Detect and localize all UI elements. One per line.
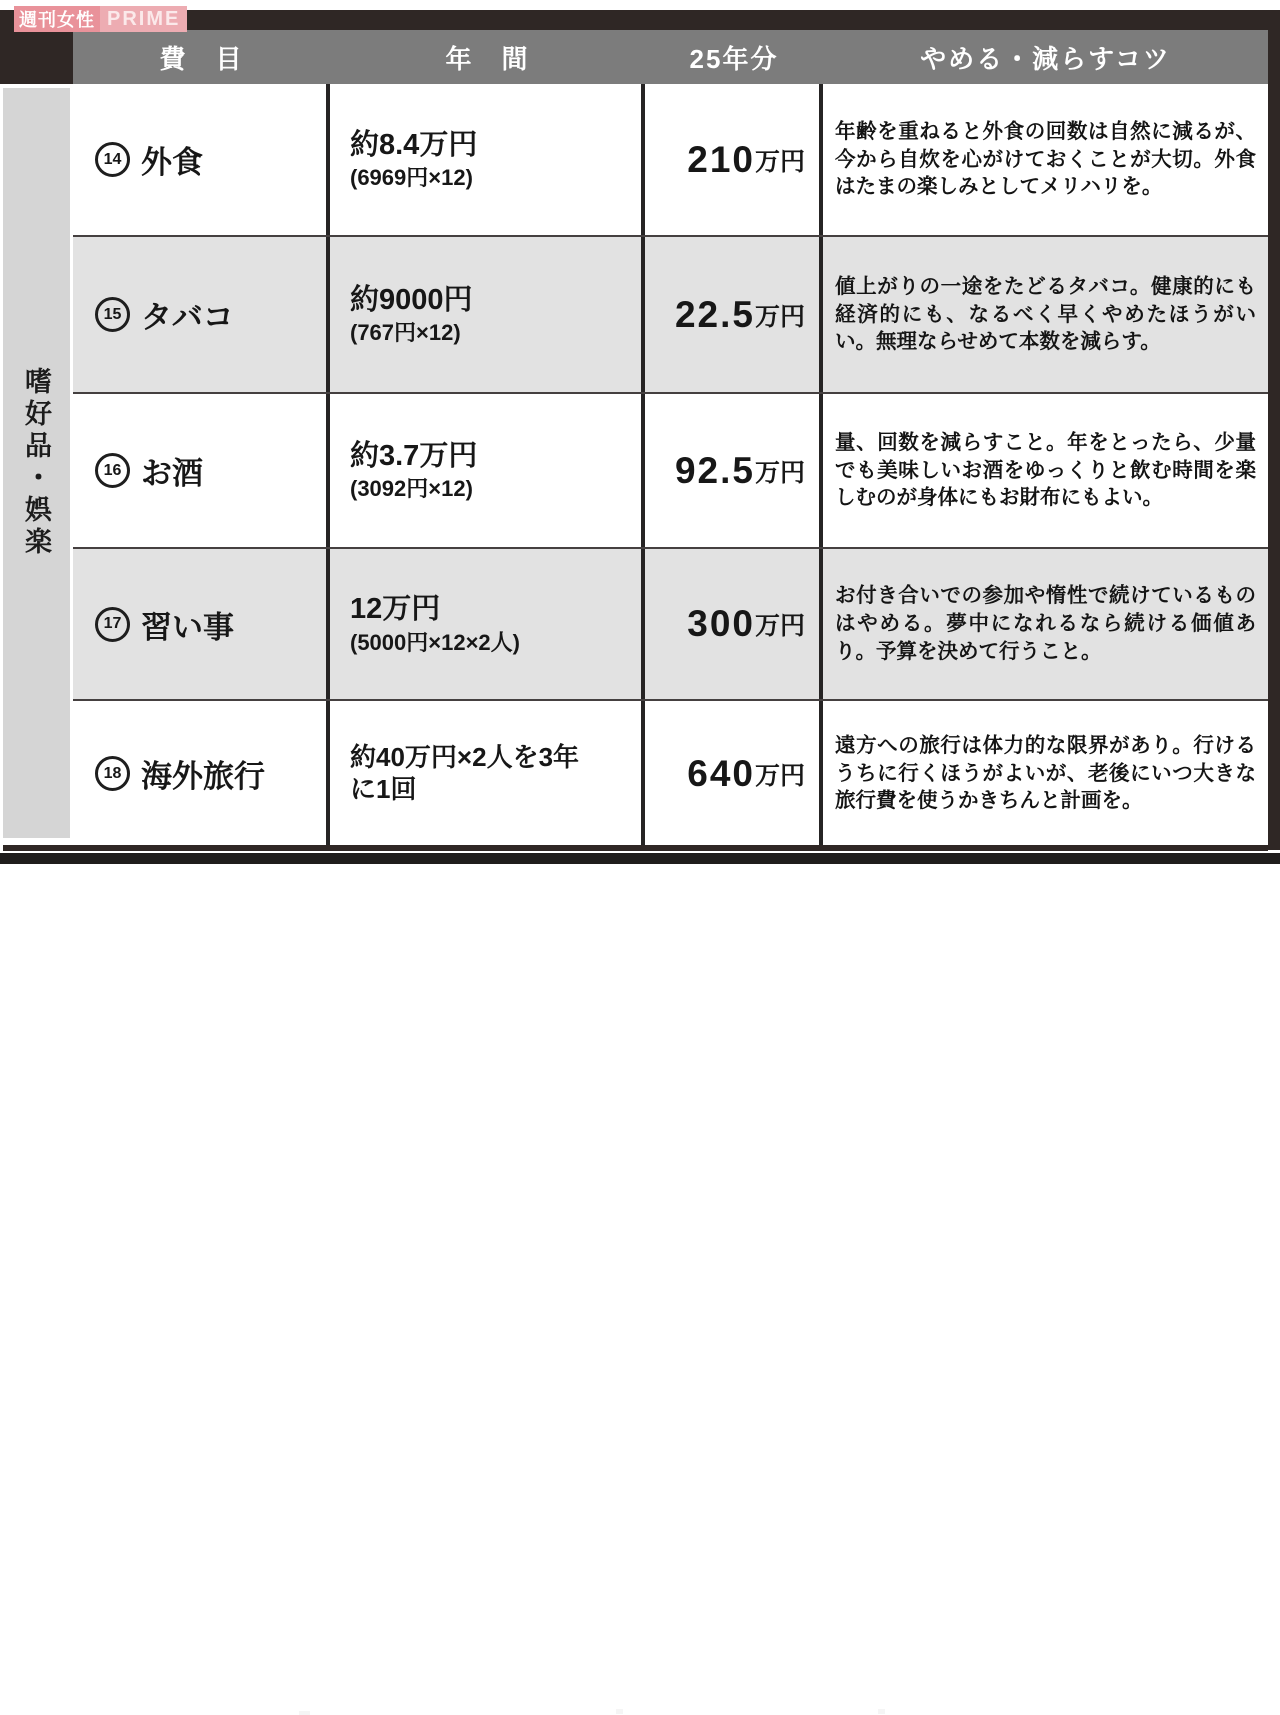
row-number-badge: 16 — [95, 453, 130, 488]
total-25y-cell — [645, 549, 823, 699]
item-label: 習い事 — [141, 609, 234, 645]
total-value: 210 — [687, 138, 755, 180]
tips-text: 値上がりの一途をたどるタバコ。健康的にも経済的にも、なるべく早くやめたほうがいい。無理ならせめて本数を減らす。 — [835, 274, 1256, 354]
top-frame-band — [0, 10, 1280, 30]
tips-cell — [823, 701, 1268, 846]
cutoff-mark — [299, 1711, 310, 1715]
total-value: 22.5 — [674, 293, 755, 335]
tips-text: 年齢を重ねると外食の回数は自然に減るが、今から自炊を心がけておくことが大切。外食はたまの楽しみとしてメリハリを。 — [835, 119, 1256, 199]
annual-breakdown: (6969円×12) — [350, 165, 473, 191]
row-number-badge: 15 — [95, 297, 130, 332]
annual-amount: 約3.7万円 — [350, 439, 478, 472]
tips-cell — [823, 394, 1268, 547]
category-label: 嗜好品・娯楽 — [21, 367, 51, 559]
item-cell — [73, 701, 330, 846]
annual-amount: 約40万円×2人を3年 — [350, 741, 580, 772]
total-25y-cell — [645, 84, 823, 235]
header-item-column: 費 目 — [159, 43, 244, 74]
category-sidebar — [3, 88, 70, 838]
total-value: 92.5 — [674, 449, 755, 491]
annual-cell — [330, 237, 645, 392]
annual-cell — [330, 84, 645, 235]
shukan-josei-prime-logo — [14, 6, 187, 32]
tips-cell — [823, 549, 1268, 699]
item-cell — [73, 549, 330, 699]
table-header-row — [73, 30, 1268, 84]
annual-breakdown: (3092円×12) — [350, 476, 473, 502]
item-cell — [73, 84, 330, 235]
total-value: 300 — [687, 603, 755, 644]
tips-cell — [823, 84, 1268, 235]
total-unit: 万円 — [754, 612, 805, 640]
total-25y-cell — [645, 237, 823, 392]
annual-amount: 約9000円 — [350, 283, 473, 316]
annual-amount: 約8.4万円 — [350, 128, 478, 161]
total-unit: 万円 — [754, 458, 805, 487]
total-unit: 万円 — [754, 147, 805, 176]
row-number-badge: 14 — [95, 142, 130, 177]
item-label: 外食 — [141, 145, 203, 180]
annual-breakdown: (767円×12) — [350, 320, 461, 346]
cutoff-mark — [616, 1709, 623, 1714]
annual-cell — [330, 394, 645, 547]
table-row — [73, 237, 1268, 394]
total-value: 640 — [687, 752, 755, 794]
table-bottom-border — [3, 845, 1268, 851]
table-row — [73, 549, 1268, 701]
table-body — [73, 84, 1268, 846]
item-cell — [73, 394, 330, 547]
annual-cell — [330, 549, 645, 699]
total-unit: 万円 — [754, 761, 805, 790]
annual-cell — [330, 701, 645, 846]
header-annual-column: 年 間 — [445, 43, 530, 74]
item-label: お酒 — [141, 456, 203, 491]
cutoff-mark — [878, 1709, 885, 1714]
header-tips-column: やめる・減らすコツ — [920, 43, 1171, 74]
next-section-cutoff-bar — [0, 853, 1280, 864]
annual-amount: 12万円 — [350, 593, 441, 626]
logo-brand-name: PRIME — [100, 6, 187, 32]
item-label: 海外旅行 — [141, 759, 265, 794]
table-row — [73, 394, 1268, 549]
annual-breakdown: (5000円×12×2人) — [350, 629, 520, 655]
tips-text: お付き合いでの参加や惰性で続けているものはやめる。夢中になれるなら続ける価値あり。予算を決めて行うこと。 — [835, 584, 1256, 663]
row-number-badge: 17 — [95, 607, 130, 642]
item-label: タバコ — [141, 300, 234, 335]
tips-text: 量、回数を減らすこと。年をとったら、少量でも美味しいお酒をゆっくりと飲む時間を楽しむのが身体にもお財布にもよい。 — [835, 430, 1256, 510]
row-number-badge: 18 — [95, 756, 130, 791]
right-frame-edge — [1268, 13, 1280, 850]
header-25years-column: 25年分 — [689, 43, 779, 74]
item-cell — [73, 237, 330, 392]
tips-text: 遠方への旅行は体力的な限界があり。行けるうちに行くほうがよいが、老後にいつ大きな旅行費を使うかきちんと計画を。 — [835, 733, 1256, 813]
table-row — [73, 84, 1268, 237]
tips-cell — [823, 237, 1268, 392]
total-unit: 万円 — [754, 302, 805, 331]
logo-magazine-name: 週刊女性 — [14, 6, 100, 32]
table-row — [73, 701, 1268, 846]
total-25y-cell — [645, 394, 823, 547]
annual-breakdown: に1回 — [350, 773, 417, 804]
total-25y-cell — [645, 701, 823, 846]
